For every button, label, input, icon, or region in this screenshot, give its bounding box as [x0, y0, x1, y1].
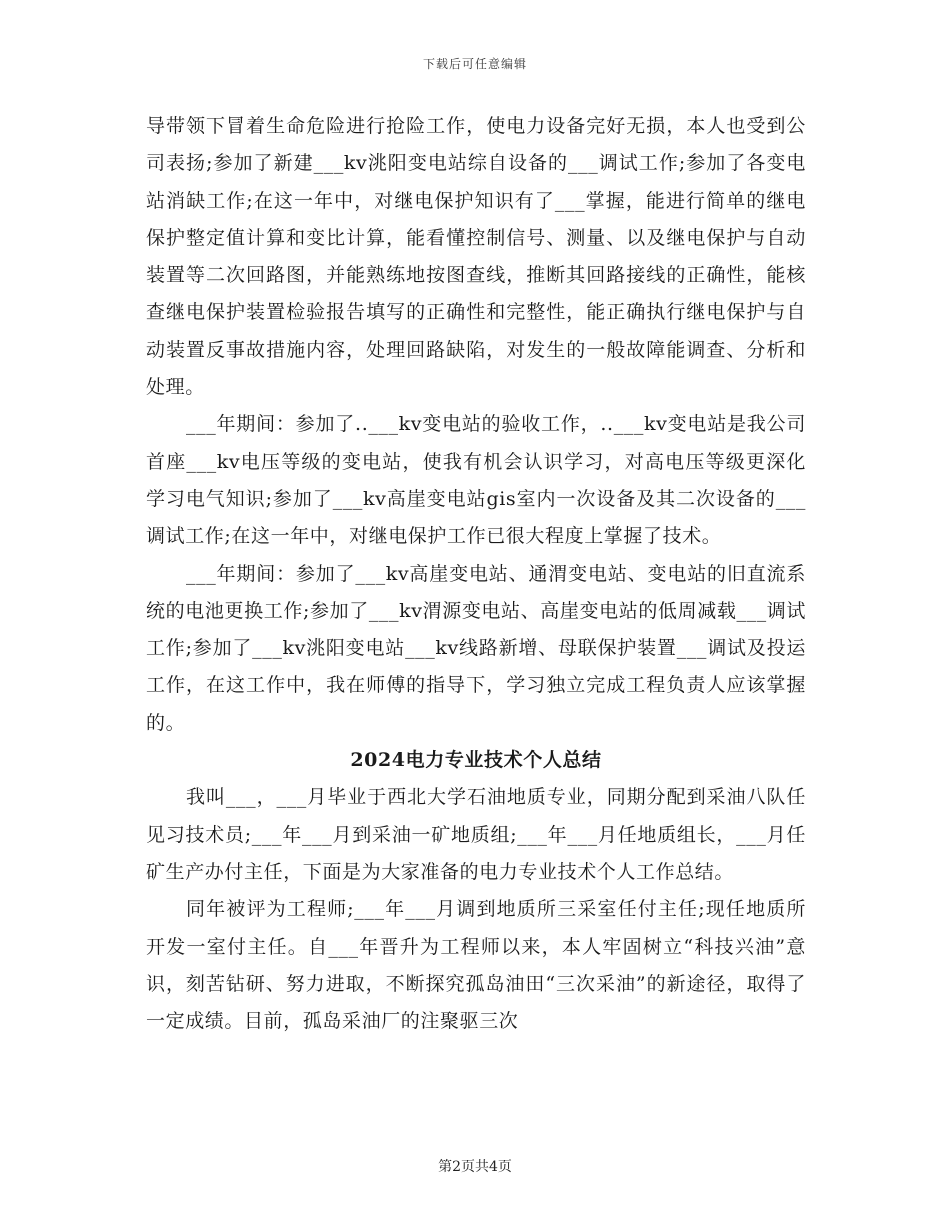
page-header-note: 下载后可任意编辑 [422, 57, 527, 71]
section-title: 2024电力专业技术个人总结 [350, 749, 602, 772]
paragraph-year-acceptance: ___年期间：参加了..___kv变电站的验收工作，..___kv变电站是我公司首座___kv电压等级的变电站，使我有机会认识学习，对高电压等级更深化学习电气知识;参加了___kv高崖变电站gis室内一次设备及其二次设备的___调试工作;在这一年中，对继电保护工作已很大程度上掌握了技术。 [146, 413, 806, 548]
page-number: 第2页共4页 [438, 1159, 512, 1175]
document-body [146, 108, 806, 1040]
paragraph-engineer: 同年被评为工程师;___年___月调到地质所三采室任付主任;现任地质所开发一室付主任。自___年晋升为工程师以来，本人牢固树立“科技兴油”意识，刻苦钻研、努力进取，不断探究孤岛油田“三次采油”的新途径，取得了一定成绩。目前，孤岛采油厂的注聚驱三次 [146, 898, 806, 1033]
paragraph-year-battery: ___年期间：参加了___kv高崖变电站、通渭变电站、变电站的旧直流系统的电池更换工作;参加了___kv渭源变电站、高崖变电站的低周减载___调试工作;参加了___kv洮阳变电站___kv线路新增、母联保护装置___调试及投运工作，在这工作中，我在师傅的指导下，学习独立完成工程负责人应该掌握的。 [146, 562, 806, 734]
paragraph-intro: 我叫___，___月毕业于西北大学石油地质专业，同期分配到采油八队任见习技术员;___年___月到采油一矿地质组;___年___月任地质组长，___月任矿生产办付主任，下面是为大家准备的电力专业技术个人工作总结。 [146, 786, 806, 883]
paragraph-continuation: 导带领下冒着生命危险进行抢险工作，使电力设备完好无损，本人也受到公司表扬;参加了新建___kv洮阳变电站综自设备的___调试工作;参加了各变电站消缺工作;在这一年中，对继电保护知识有了___掌握，能进行简单的继电保护整定值计算和变比计算，能看懂控制信号、测量、以及继电保护与自动装置等二次回路图，并能熟练地按图查线，推断其回路接线的正确性，能核查继电保护装置检验报告填写的正确性和完整性，能正确执行继电保护与自动装置反事故措施内容，处理回路缺陷，对发生的一般故障能调查、分析和处理。 [146, 115, 806, 399]
